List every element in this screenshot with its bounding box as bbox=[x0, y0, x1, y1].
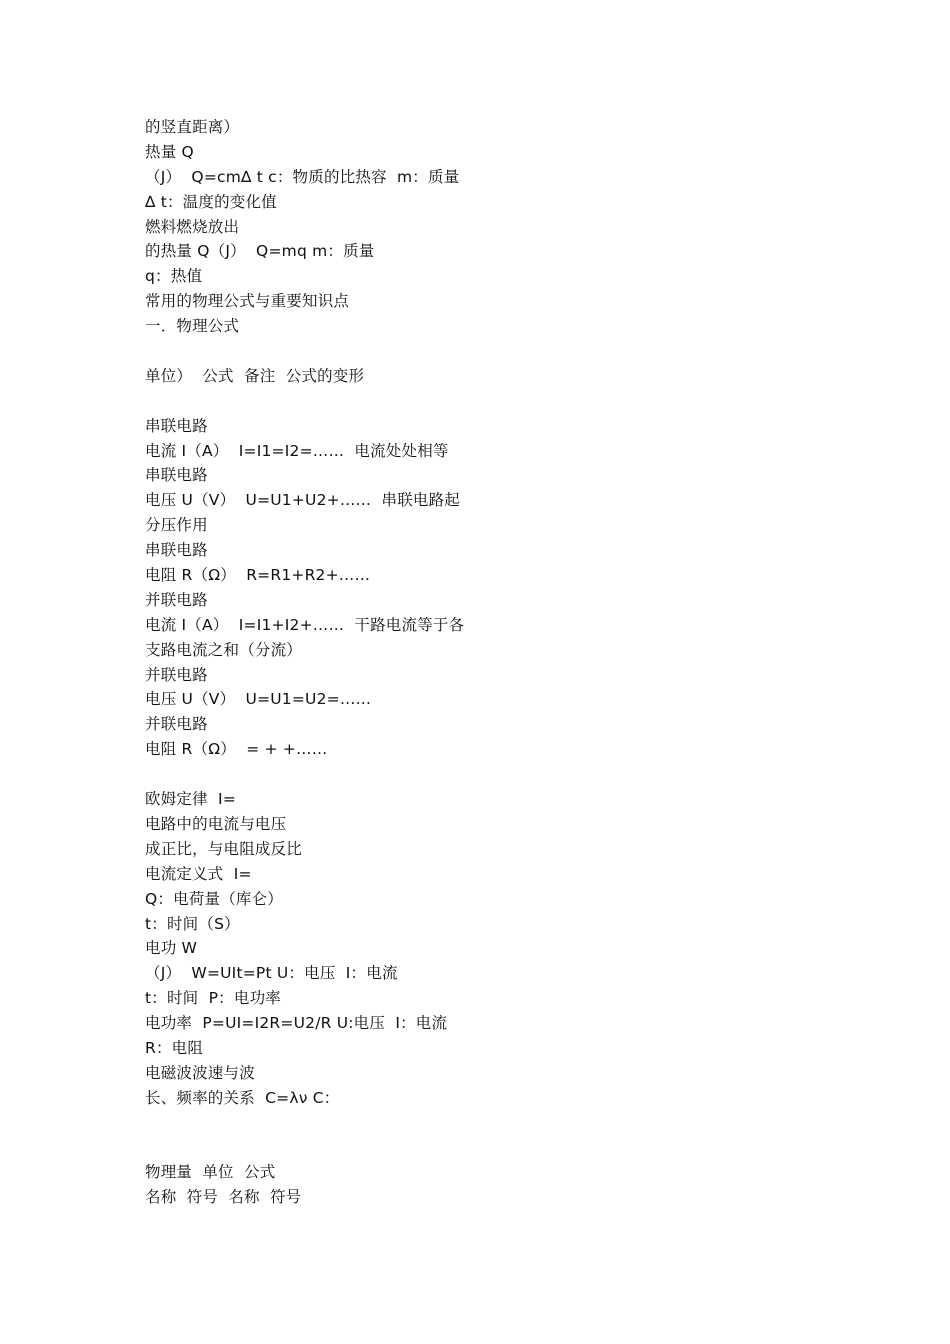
text-line: 并联电路 bbox=[145, 665, 208, 684]
text-line: 分压作用 bbox=[145, 516, 208, 535]
text-line: 燃料燃烧放出 bbox=[145, 217, 240, 236]
text-line: 电压 U（V） U=U1+U2+…… 串联电路起 bbox=[145, 491, 461, 510]
text-line: 热量 Q bbox=[145, 142, 194, 161]
text-line: （J） Q=cm∆ t c：物质的比热容 m：质量 bbox=[145, 167, 460, 186]
blank-line bbox=[145, 339, 565, 364]
text-line: R：电阻 bbox=[145, 1038, 204, 1057]
text-line: 名称 符号 名称 符号 bbox=[145, 1188, 302, 1207]
text-line: 串联电路 bbox=[145, 466, 208, 485]
text-line: 电流 I（A） I=I1=I2=…… 电流处处相等 bbox=[145, 441, 449, 460]
text-line: 成正比，与电阻成反比 bbox=[145, 839, 303, 858]
text-line: 电流定义式 I= bbox=[145, 864, 252, 883]
text-line: 并联电路 bbox=[145, 715, 208, 734]
text-line: 电流 I（A） I=I1+I2+…… 干路电流等于各 bbox=[145, 615, 465, 634]
blank-line bbox=[145, 1136, 565, 1161]
text-line: 长、频率的关系 C=λν C： bbox=[145, 1088, 340, 1107]
text-line: 电路中的电流与电压 bbox=[145, 814, 287, 833]
text-line: 电压 U（V） U=U1=U2=…… bbox=[145, 690, 372, 709]
blank-line bbox=[145, 762, 565, 787]
blank-line bbox=[145, 1111, 565, 1136]
text-line: 常用的物理公式与重要知识点 bbox=[145, 292, 350, 311]
document-body bbox=[145, 115, 565, 1210]
text-line: 一．物理公式 bbox=[145, 317, 240, 336]
text-line: 的热量 Q（J） Q=mq m：质量 bbox=[145, 242, 375, 261]
text-line: t：时间（S） bbox=[145, 914, 240, 933]
text-line: 单位） 公式 备注 公式的变形 bbox=[145, 366, 365, 385]
text-line: q：热值 bbox=[145, 267, 203, 286]
text-line: 电磁波波速与波 bbox=[145, 1063, 255, 1082]
text-line: ∆ t：温度的变化值 bbox=[145, 192, 277, 211]
text-line: 串联电路 bbox=[145, 416, 208, 435]
text-line: Q：电荷量（库仑） bbox=[145, 889, 284, 908]
text-line: 电阻 R（Ω） R=R1+R2+…… bbox=[145, 566, 371, 585]
text-line: 电阻 R（Ω） = + +…… bbox=[145, 740, 328, 759]
text-line: 欧姆定律 I= bbox=[145, 790, 237, 809]
text-line: 支路电流之和（分流） bbox=[145, 640, 303, 659]
text-line: 的竖直距离） bbox=[145, 118, 240, 136]
text-line: 物理量 单位 公式 bbox=[145, 1163, 276, 1182]
text-line: 电功率 P=UI=I2R=U2/R U:电压 I：电流 bbox=[145, 1014, 448, 1033]
text-line: 电功 W bbox=[145, 939, 198, 958]
text-line: 串联电路 bbox=[145, 541, 208, 560]
text-line: t：时间 P：电功率 bbox=[145, 989, 281, 1008]
text-line: （J） W=UIt=Pt U：电压 I：电流 bbox=[145, 964, 398, 983]
text-line: 并联电路 bbox=[145, 590, 208, 609]
blank-line bbox=[145, 389, 565, 414]
